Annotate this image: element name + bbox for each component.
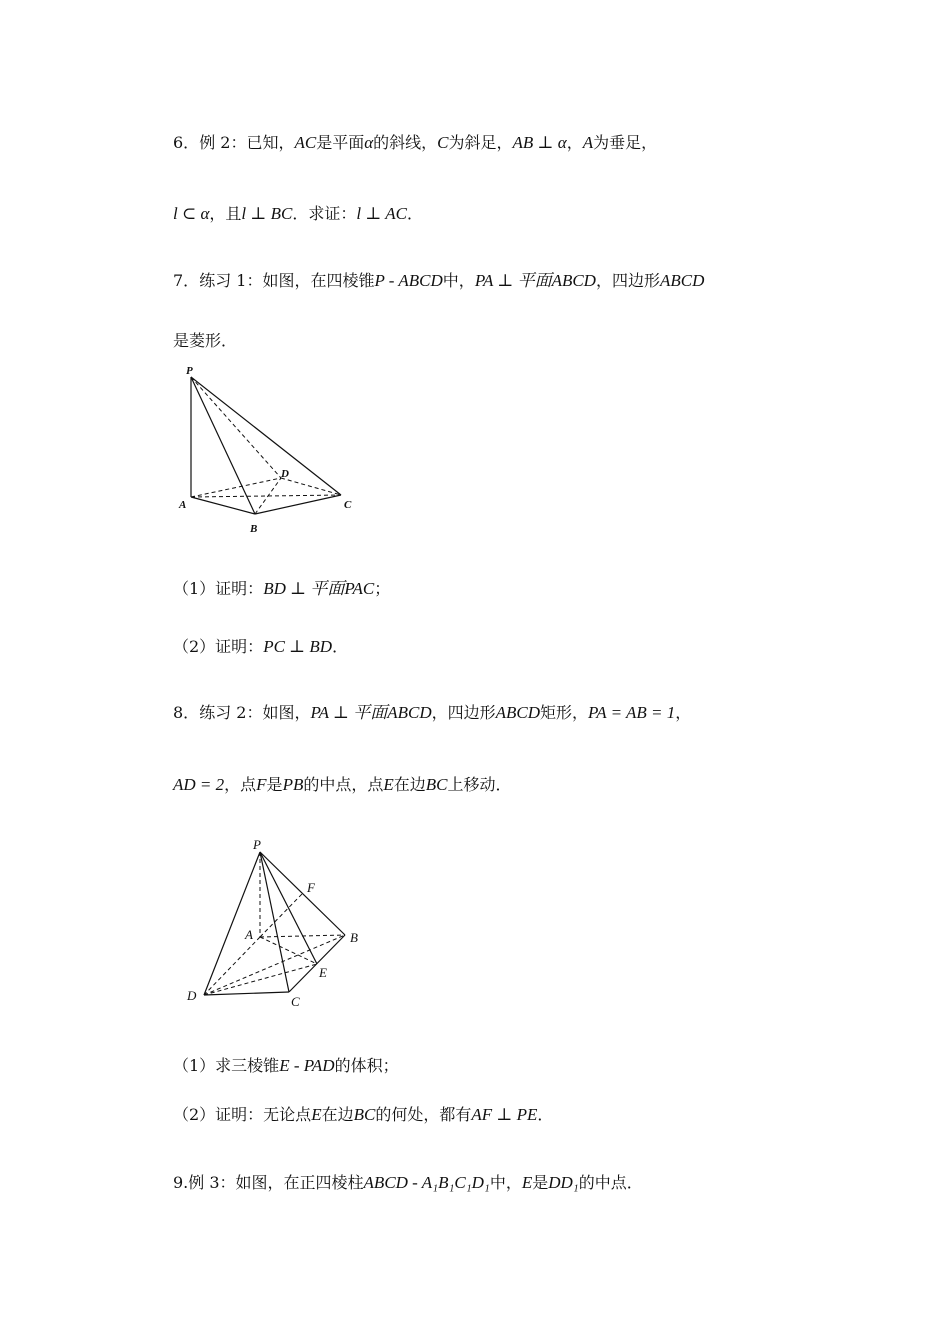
edge-pc (191, 377, 341, 495)
q7-text-a: 练习 1：如图，在四棱锥 (199, 271, 375, 290)
q7-part1-prefix: （1）证明： (173, 579, 264, 598)
q8-math-pb: PB (282, 775, 304, 794)
label-p: P (186, 365, 193, 377)
q8-math-e: E (383, 775, 394, 794)
q8-text-c: 矩形， (540, 703, 589, 722)
q8-text-h: 在边 (393, 775, 426, 794)
q7-math-abcd: ABCD (659, 271, 705, 290)
label-c: C (291, 994, 300, 1009)
q6-number: 6． (173, 133, 200, 152)
q8-part2-text-a: 在边 (321, 1105, 354, 1124)
label-a: A (179, 499, 187, 511)
q7-math-pyramid: P - ABCD (374, 271, 443, 290)
q8-math-pa-perp: PA ⊥ 平面ABCD (310, 703, 432, 722)
label-c: C (344, 499, 352, 511)
edge-ad (204, 937, 260, 995)
label-f: F (307, 880, 315, 895)
q9-math-dd1: DD₁ (548, 1173, 579, 1192)
q7-line1 (173, 266, 704, 291)
diag-ac (191, 495, 341, 497)
edge-dc (204, 992, 289, 995)
q8-math-abcd: ABCD (495, 703, 541, 722)
q7-text-b: 中， (442, 271, 475, 290)
q8-part1 (173, 1053, 399, 1076)
q6-text-g: ，且 (209, 204, 242, 223)
q8-part2-suffix: ． (537, 1105, 554, 1124)
q9-text-d: 的中点． (578, 1173, 643, 1192)
q7-part2-suffix: ． (332, 637, 349, 656)
q8-text-a: 练习 2：如图， (199, 703, 311, 722)
label-a: A (245, 927, 253, 942)
q7-part1-suffix: ； (374, 579, 391, 598)
q8-line2 (173, 772, 512, 795)
q6-line1 (173, 130, 657, 153)
q7-part1 (173, 574, 390, 599)
q9-text-c: 是 (532, 1173, 549, 1192)
q8-part2-prefix: （2）证明：无论点 (173, 1105, 312, 1124)
q6-text-e: ， (566, 133, 583, 152)
label-d: D (281, 468, 289, 480)
q8-part1-prefix: （1）求三棱锥 (173, 1056, 280, 1075)
q7-pyramid-diagram (175, 362, 360, 537)
q7-part2-prefix: （2）证明： (173, 637, 264, 656)
q8-figure (182, 832, 372, 1016)
label-e: E (319, 965, 327, 980)
q6-text-h: ．求证： (292, 204, 357, 223)
edge-dc (281, 478, 341, 495)
q8-line1 (173, 698, 691, 723)
q8-text-f: 是 (266, 775, 283, 794)
q8-math-eq: PA = AB = 1 (588, 703, 676, 722)
label-d: D (187, 988, 197, 1003)
q7-figure (175, 362, 360, 541)
q8-text-e: ，点 (224, 775, 257, 794)
edge-cb (289, 935, 345, 992)
edge-pd (191, 377, 281, 478)
q8-part2-e: E (311, 1105, 322, 1124)
q8-math-ad: AD = 2 (173, 775, 225, 794)
edge-bc (255, 495, 341, 514)
edge-pc (260, 852, 289, 992)
q9-math-e: E (521, 1173, 533, 1192)
q8-part1-suffix: 的体积； (334, 1056, 399, 1075)
q6-math-a: A (582, 133, 594, 152)
edge-pd (204, 852, 260, 995)
q8-text-i: 上移动． (447, 775, 512, 794)
edge-ab (191, 497, 255, 514)
label-p: P (253, 837, 261, 852)
q7-number: 7． (173, 271, 200, 290)
q9-text-b: 中， (489, 1173, 522, 1192)
q9-text-a: 例 3：如图，在正四棱柱 (188, 1173, 364, 1192)
q7-line2: 是菱形． (173, 331, 238, 350)
q7-part2-expr: PC ⊥ BD (263, 637, 333, 656)
edge-ad (191, 478, 281, 497)
q6-math-l-subset: l ⊂ α (173, 204, 210, 223)
q6-line2 (173, 201, 423, 224)
q6-text-i: ． (407, 204, 424, 223)
q9-line1 (173, 1170, 643, 1193)
edge-pe (260, 852, 317, 964)
q8-part2-bc: BC (353, 1105, 376, 1124)
q6-math-ab-perp: AB ⊥ α (512, 133, 567, 152)
q8-text-b: ，四边形 (431, 703, 496, 722)
q8-part1-expr: E - PAD (279, 1056, 335, 1075)
q8-text-g: 的中点，点 (303, 775, 384, 794)
edge-pb (260, 852, 345, 935)
q6-math-ac: AC (294, 133, 317, 152)
q8-pyramid-diagram (182, 832, 372, 1012)
label-b: B (350, 930, 358, 945)
q7-text-c: ，四边形 (595, 271, 660, 290)
q6-math-c: C (437, 133, 449, 152)
q8-number: 8． (173, 703, 200, 722)
q6-math-alpha: α (364, 133, 374, 152)
q6-text-b: 是平面 (316, 133, 365, 152)
q8-math-bc: BC (425, 775, 448, 794)
label-b: B (250, 523, 258, 535)
q6-text-d: 为斜足， (448, 133, 513, 152)
q6-text-f: 为垂足， (593, 133, 658, 152)
q6-math-l-perp-ac: l ⊥ AC (356, 204, 407, 223)
q7-part1-expr: BD ⊥ 平面PAC (263, 579, 375, 598)
q8-math-f: F (256, 775, 267, 794)
q8-part2 (173, 1102, 553, 1125)
q7-math-pa-perp: PA ⊥ 平面ABCD (474, 271, 596, 290)
q6-text-c: 的斜线， (373, 133, 438, 152)
q8-part2-text-b: 的何处，都有 (375, 1105, 472, 1124)
q7-part2 (173, 634, 348, 657)
segment-de (204, 964, 317, 995)
q8-part2-expr: AF ⊥ PE (471, 1105, 538, 1124)
segment-af (260, 894, 302, 937)
edge-pb (191, 377, 255, 514)
q6-math-l-perp-bc: l ⊥ BC (241, 204, 293, 223)
q8-text-d: ， (675, 703, 692, 722)
q9-number: 9. (173, 1173, 189, 1192)
q9-math-prism: ABCD - A₁B₁C₁D₁ (363, 1173, 490, 1192)
q6-text-a: 例 2：已知， (199, 133, 295, 152)
